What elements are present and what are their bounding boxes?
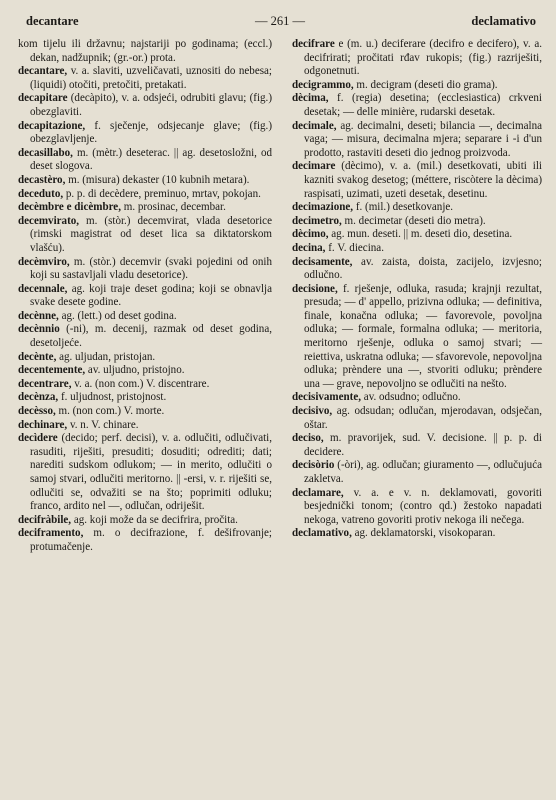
- dictionary-entry: [292, 201, 542, 215]
- entry-definition: ag. odsudan; odlučan, mjerodavan, odsječan, oštar.: [304, 405, 542, 431]
- left-column: [18, 38, 272, 555]
- entry-headword: decennale,: [18, 282, 68, 295]
- dictionary-entry: [18, 391, 272, 405]
- dictionary-entry: [18, 378, 272, 392]
- columns: [18, 38, 542, 555]
- dictionary-entry: [18, 351, 272, 365]
- entry-headword: decemvirato,: [18, 214, 80, 227]
- dictionary-entry: [292, 242, 542, 256]
- dictionary-entry: [18, 432, 272, 514]
- entry-headword: decimare: [292, 160, 336, 173]
- entry-headword: deciframento,: [18, 527, 84, 540]
- entry-headword: decigrammo,: [292, 78, 354, 91]
- entry-headword: decìdere: [18, 432, 58, 445]
- dictionary-entry: [292, 215, 542, 229]
- entry-definition: ag. decimalni, deseti; bilancia —, decimalna vaga; — misura, decimalna mjera; separare i -i d'un prodotto, rastaviti deseti dio jednog proizvoda.: [304, 119, 542, 159]
- entry-headword: declamativo,: [292, 527, 352, 540]
- entry-definition: m. (misura) dekaster (10 kubnih metara).: [65, 173, 250, 186]
- entry-headword: decentrare,: [18, 377, 72, 390]
- entry-definition: m. (non com.) V. morte.: [55, 405, 165, 418]
- entry-headword: decèmbre e dicèmbre,: [18, 201, 121, 214]
- entry-definition: ag. mun. deseti. || m. deseti dio, desetina.: [328, 228, 513, 241]
- right-guide-word: declamativo: [471, 14, 536, 28]
- dictionary-entry: [18, 215, 272, 256]
- entry-headword: decèmviro,: [18, 255, 70, 268]
- entry-definition: f. V. diecina.: [325, 241, 384, 254]
- dictionary-entry: [292, 256, 542, 283]
- entry-definition: av. odsudno; odlučno.: [361, 391, 461, 404]
- entry-headword: dècima,: [292, 92, 329, 105]
- dictionary-entry: [18, 283, 272, 310]
- entry-definition: m. (stòr.) decemvirat, vlada desetorice (rimski magistrat od deset lica sa diktatorskom vlašću).: [30, 214, 272, 254]
- entry-definition: (dècimo), v. a. (mil.) desetkovati, ubiti ili kazniti svakog desetog; (méttere, riscòtere la dècima) raspisati, uzimati, uzeti desetak, desetinu.: [304, 160, 542, 200]
- entry-definition: ag. (lett.) od deset godina.: [58, 309, 177, 322]
- page-header: [18, 8, 542, 30]
- entry-definition: p. p. di decèdere, preminuo, mrtav, pokojan.: [63, 187, 261, 200]
- dictionary-entry: [18, 201, 272, 215]
- dictionary-entry: [18, 256, 272, 283]
- left-guide-word: decantare: [26, 14, 79, 28]
- entry-headword: decisivamente,: [292, 391, 362, 404]
- dictionary-entry: [18, 527, 272, 554]
- page-number: — 261 —: [255, 14, 305, 28]
- entry-headword: decènte,: [18, 350, 57, 363]
- entry-definition: f. uljudnost, pristojnost.: [58, 391, 167, 404]
- dictionary-entry: [292, 92, 542, 119]
- entry-definition: (decido; perf. decisi), v. a. odlučiti, odlučivati, rasuditi, riješiti, presuditi; dosuditi; odrediti; dati; narediti sudskom odlukom; — in merito, odlučiti o samoj stvari, odlučiti meritorno. || -ersi, v. r. riješiti se, odlučiti se, odvažiti se na što; poprimiti odluku; franco, ardito nel —, odlučan, odriješit.: [30, 432, 272, 513]
- dictionary-entry: [292, 432, 542, 459]
- entry-headword: decapitare: [18, 92, 68, 105]
- entry-headword: deceduto,: [18, 187, 64, 200]
- entry-headword: decimale,: [292, 119, 337, 132]
- entry-headword: decènza,: [18, 391, 59, 404]
- dictionary-entry: [292, 283, 542, 392]
- dictionary-entry: [18, 65, 272, 92]
- entry-definition: ag. koji može da se decifrira, pročita.: [71, 513, 238, 526]
- entry-definition: v. a. e v. n. deklamovati, govoriti besjednički tonom; (contro qd.) žestoko napadati nekoga, vatreno govoriti protiv nekoga ili nečega.: [304, 486, 542, 526]
- dictionary-entry: [292, 405, 542, 432]
- entry-definition: (decàpito), v. a. odsjeći, odrubiti glavu; (fig.) obezglaviti.: [30, 92, 272, 118]
- entry-headword: decentemente,: [18, 364, 86, 377]
- dictionary-entry: [18, 310, 272, 324]
- entry-definition: (-òri), ag. odlučan; giuramento —, odlučujuća zakletva.: [304, 459, 542, 485]
- entry-definition: m. pravorijek, sud. V. decisione. || p. p. di decidere.: [304, 432, 542, 458]
- dictionary-entry: [18, 92, 272, 119]
- entry-definition: m. (mètr.) deseterac. || ag. desetosložni, od deset slogova.: [30, 146, 272, 173]
- entry-definition: v. a. slaviti, uzveličavati, uznositi do nebesa; (liquidi) otočiti, pretočiti, pretakati.: [30, 65, 272, 91]
- entry-definition: f. (mil.) desetkovanje.: [353, 201, 454, 214]
- entry-definition: kom tijelu ili državnu; najstariji po godinama; (eccl.) dekan, nadžupnik; (gr.-or.) prota.: [18, 38, 272, 64]
- entry-headword: declamare,: [292, 486, 344, 499]
- entry-definition: v. n. V. chinare.: [67, 418, 139, 431]
- entry-definition: m. o decifrazione, f. dešifrovanje; protumačenje.: [30, 527, 272, 553]
- entry-definition: m. decimetar (deseti dio metra).: [341, 214, 486, 227]
- entry-headword: deciso,: [292, 432, 324, 445]
- entry-headword: decifràbile,: [18, 513, 72, 526]
- entry-headword: decantare,: [18, 65, 68, 78]
- entry-headword: decimetro,: [292, 214, 342, 227]
- entry-definition: av. uljudno, pristojno.: [85, 364, 185, 377]
- entry-definition: m. prosinac, decembar.: [120, 201, 226, 214]
- entry-headword: decènnio: [18, 323, 60, 336]
- entry-definition: f. sječenje, odsjecanje glave; (fig.) obezglavljenje.: [30, 119, 272, 146]
- entry-headword: decifrare: [292, 38, 335, 50]
- dictionary-entry: [292, 391, 542, 405]
- entry-headword: decisivo,: [292, 405, 333, 418]
- dictionary-entry: [292, 160, 542, 201]
- entry-definition: m. (stòr.) decemvir (svaki pojedini od onih koji su sastavljali vladu desetorice).: [30, 255, 272, 282]
- entry-headword: decina,: [292, 241, 326, 254]
- dictionary-entry: [292, 459, 542, 486]
- entry-definition: ag. uljudan, pristojan.: [56, 350, 156, 363]
- dictionary-entry: [292, 527, 542, 541]
- dictionary-entry: [18, 38, 272, 65]
- entry-definition: m. decigram (deseti dio grama).: [353, 78, 498, 91]
- dictionary-entry: [18, 120, 272, 147]
- entry-headword: decisione,: [292, 282, 338, 295]
- entry-headword: decisòrio: [292, 459, 335, 472]
- dictionary-entry: [18, 188, 272, 202]
- dictionary-entry: [18, 174, 272, 188]
- dictionary-entry: [292, 38, 542, 79]
- entry-definition: ag. deklamatorski, visokoparan.: [351, 527, 496, 540]
- dictionary-entry: [18, 147, 272, 174]
- entry-definition: ag. koji traje deset godina; koji se obnavlja svake desete godine.: [30, 282, 272, 309]
- entry-headword: decasillabo,: [18, 146, 73, 159]
- entry-headword: dècimo,: [292, 228, 329, 241]
- entry-headword: decastèro,: [18, 173, 66, 186]
- dictionary-entry: [292, 120, 542, 161]
- dictionary-entry: [292, 487, 542, 528]
- dictionary-entry: [292, 79, 542, 93]
- entry-headword: decèsso,: [18, 405, 56, 418]
- entry-definition: av. zaista, doista, zacijelo, izvjesno; odlučno.: [304, 255, 542, 282]
- dictionary-entry: [18, 323, 272, 350]
- dictionary-entry: [18, 419, 272, 433]
- entry-headword: decapitazione,: [18, 119, 86, 132]
- right-column: [292, 38, 542, 555]
- dictionary-entry: [18, 405, 272, 419]
- entry-definition: (-ni), m. decenij, razmak od deset godina, desetoljeće.: [30, 323, 272, 350]
- entry-headword: decènne,: [18, 309, 59, 322]
- entry-definition: f. (regia) desetina; (ecclesiastica) crkveni desetak; — delle minière, rudarski desetak.: [304, 92, 542, 118]
- entry-headword: decisamente,: [292, 255, 353, 268]
- dictionary-entry: [292, 228, 542, 242]
- entry-headword: decimazione,: [292, 201, 354, 214]
- dictionary-entry: [18, 364, 272, 378]
- entry-definition: f. rješenje, odluka, rasuda; krajnji rezultat, presuda; — d' appello, prizivna odluka; — definitiva, finale, konačna odluka; — favorevole, povoljna odluka; — formale, formalna odluka; — meritoria, meritorno rješenje, odluka o samoj stvari; — reiettiva, uskratna odluka; — sfavorevole, nepovoljna odluka; prèndere una —, stvoriti odluku; prèndere una — grave, nepovoljno se odlučiti na nešto.: [304, 282, 542, 390]
- entry-headword: dechinare,: [18, 418, 68, 431]
- entry-definition: e (m. u.) deciferare (decifro e decifero), v. a. decifrirati; pročitati rđav rukopis; (fig.) razriješiti, odgonetnuti.: [304, 38, 542, 78]
- dictionary-entry: [18, 514, 272, 528]
- entry-definition: v. a. (non com.) V. discentrare.: [71, 377, 210, 390]
